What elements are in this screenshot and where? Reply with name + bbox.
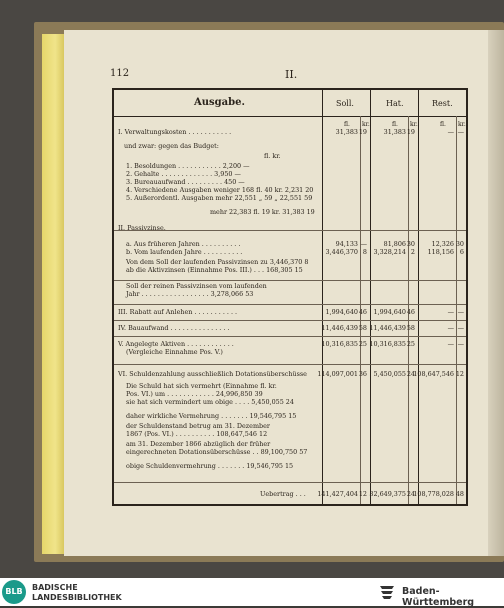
row-label: der Schuldenstand betrug am 31. Dezember — [126, 422, 270, 430]
row-label: fl. kr. — [264, 152, 281, 160]
cell-soll-kr: 19 — [358, 128, 367, 136]
subheader-kr: kr. — [362, 121, 370, 128]
cell-hat-kr: 25 — [406, 340, 415, 348]
row-label: Pos. VI.) um . . . . . . . . . . . . 24,996,850 39 — [126, 390, 263, 398]
cell-soll-kr: 46 — [358, 308, 367, 316]
state-name: Baden-Württemberg — [402, 586, 475, 608]
cell-soll-kr: 12 — [358, 490, 367, 498]
row-label: III. Rabatt auf Anlehen . . . . . . . . . . . — [118, 308, 238, 316]
section-heading: II. — [285, 68, 298, 81]
cell-rest-kr: 12 — [455, 370, 464, 378]
cell-soll: 11,446,439 — [321, 324, 358, 332]
row-label: daher wirkliche Vermehrung . . . . . . . 19,546,795 15 — [126, 412, 297, 420]
cell-hat: 32,649,375 — [369, 490, 406, 498]
cell-soll: 114,097,001 — [317, 370, 358, 378]
row-label: a. Aus früheren Jahren . . . . . . . . . . — [126, 240, 241, 248]
row-label: Von dem Soll der laufenden Passivzinsen zu 3,446,370 8 — [126, 258, 309, 266]
ledger-table — [112, 88, 468, 506]
cell-hat: 81,806 — [383, 240, 406, 248]
cell-soll: 3,446,370 — [325, 248, 358, 256]
row-label: eingerechneten Dotationsüberschüsse . . 89,100,750 57 — [126, 448, 308, 456]
cell-soll-kr: 36 — [358, 370, 367, 378]
row-label: obige Schuldenvermehrung . . . . . . . 19,546,795 15 — [126, 462, 294, 470]
cell-hat: 11,446,439 — [369, 324, 406, 332]
row-label: 5. Außerordentl. Ausgaben mehr 22,551 „ 59 „ 22,551 59 — [126, 194, 313, 202]
cell-soll-kr: 25 — [358, 340, 367, 348]
cell-hat: 10,316,835 — [369, 340, 406, 348]
cell-rest-kr: — — [457, 340, 464, 348]
cell-rest-kr: — — [457, 308, 464, 316]
row-divider — [114, 320, 466, 321]
row-label: Die Schuld hat sich vermehrt (Einnahme fl. kr. — [126, 382, 277, 390]
row-label: VI. Schuldenzahlung ausschließlich Dotationsüberschüsse — [118, 370, 307, 378]
row-label: (Vergleiche Einnahme Pos. V.) — [126, 348, 223, 356]
cell-rest-kr: 48 — [455, 490, 464, 498]
row-divider — [114, 304, 466, 305]
header-hat: Hat. — [386, 99, 404, 108]
row-label: und zwar: gegen das Budget: — [124, 142, 219, 150]
column-divider — [418, 90, 419, 504]
subheader-fl: fl. — [440, 121, 446, 128]
cell-hat-kr: 24 — [406, 370, 415, 378]
row-divider — [114, 336, 466, 337]
cell-hat-kr: 2 — [410, 248, 415, 256]
cell-rest: — — [447, 308, 454, 316]
book-spine — [42, 34, 64, 554]
row-label: II. Passivzinse. — [118, 224, 166, 232]
header-soll: Soll. — [336, 99, 354, 108]
cell-hat-kr: 24 — [406, 490, 415, 498]
row-label: b. Vom laufenden Jahre . . . . . . . . . . — [126, 248, 243, 256]
row-label: IV. Bauaufwand . . . . . . . . . . . . . . . — [118, 324, 230, 332]
cell-hat: 1,994,640 — [373, 308, 406, 316]
cell-rest-kr: — — [457, 324, 464, 332]
column-divider — [322, 90, 323, 504]
row-label: sie hat sich vermindert um obige . . . . 5,450,055 24 — [126, 398, 294, 406]
row-label: I. Verwaltungskosten . . . . . . . . . . . — [118, 128, 232, 136]
row-label: mehr 22,383 fl. 19 kr. 31,383 19 — [210, 208, 315, 216]
header-ausgabe: Ausgabe. — [194, 97, 245, 108]
page-number: 112 — [110, 68, 130, 79]
row-label: 3. Bureauaufwand . . . . . . . . . 450 — — [126, 178, 245, 186]
row-label: 1867 (Pos. VI.) . . . . . . . . . . 108,647,546 12 — [126, 430, 268, 438]
cell-hat-kr: 19 — [406, 128, 415, 136]
cell-hat: 3,328,214 — [373, 248, 406, 256]
cell-soll-kr: — — [360, 240, 367, 248]
cell-soll: 10,316,835 — [321, 340, 358, 348]
cell-soll-kr: 8 — [362, 248, 367, 256]
cell-hat-kr: 46 — [406, 308, 415, 316]
row-label: am 31. Dezember 1866 abzüglich der früher — [126, 440, 271, 448]
cell-hat-kr: 58 — [406, 324, 415, 332]
cell-soll: 1,994,640 — [325, 308, 358, 316]
cell-soll: 31,383 — [335, 128, 358, 136]
footer-bar — [0, 578, 504, 606]
cell-soll: 141,427,404 — [317, 490, 358, 498]
subheader-fl: fl. — [344, 121, 350, 128]
page-edge — [488, 30, 504, 556]
row-label: Uebertrag . . . — [260, 490, 306, 498]
row-label: 2. Gehalte . . . . . . . . . . . . . 3,950 — — [126, 170, 241, 178]
column-divider — [370, 90, 371, 504]
header-rest: Rest. — [432, 99, 453, 108]
baden-wuerttemberg-lions-icon — [378, 583, 396, 601]
row-label: 1. Besoldungen . . . . . . . . . . . 2,200 — — [126, 162, 250, 170]
subheader-kr: kr. — [458, 121, 466, 128]
cell-rest: 12,326 — [431, 240, 454, 248]
subheader-fl: fl. — [392, 121, 398, 128]
cell-rest-kr: — — [457, 128, 464, 136]
table-header-row — [114, 90, 466, 117]
cell-rest: 118,156 — [427, 248, 454, 256]
cell-soll: 94,133 — [335, 240, 358, 248]
cell-rest: — — [447, 324, 454, 332]
cell-hat: 31,383 — [383, 128, 406, 136]
cell-soll-kr: 58 — [358, 324, 367, 332]
library-name-line2: LANDESBIBLIOTHEK — [32, 593, 122, 602]
row-label: 4. Verschiedene Ausgaben weniger 168 fl. 40 kr. 2,231 20 — [126, 186, 314, 194]
row-label: ab die Aktivzinsen (Einnahme Pos. III.) . . . 168,305 15 — [126, 266, 303, 274]
cell-rest-kr: 6 — [459, 248, 464, 256]
cell-rest: — — [447, 340, 454, 348]
subheader-kr: kr. — [410, 121, 418, 128]
row-divider — [114, 482, 466, 483]
cell-hat: 5,450,055 — [373, 370, 406, 378]
row-divider — [114, 364, 466, 365]
blb-logo-icon[interactable]: BLB — [2, 580, 26, 604]
row-label: Jahr . . . . . . . . . . . . . . . . . 3,278,066 53 — [126, 290, 254, 298]
row-divider — [114, 230, 466, 231]
library-name-line1: BADISCHE — [32, 583, 78, 592]
cell-rest: 108,647,546 — [413, 370, 454, 378]
row-divider — [114, 280, 466, 281]
cell-rest: 108,778,028 — [413, 490, 454, 498]
row-label: Soll der reinen Passivzinsen vom laufenden — [126, 282, 267, 290]
cell-rest-kr: 30 — [455, 240, 464, 248]
cell-hat-kr: 30 — [406, 240, 415, 248]
row-label: V. Angelegte Aktiven . . . . . . . . . . . . — [118, 340, 234, 348]
cell-rest: — — [447, 128, 454, 136]
